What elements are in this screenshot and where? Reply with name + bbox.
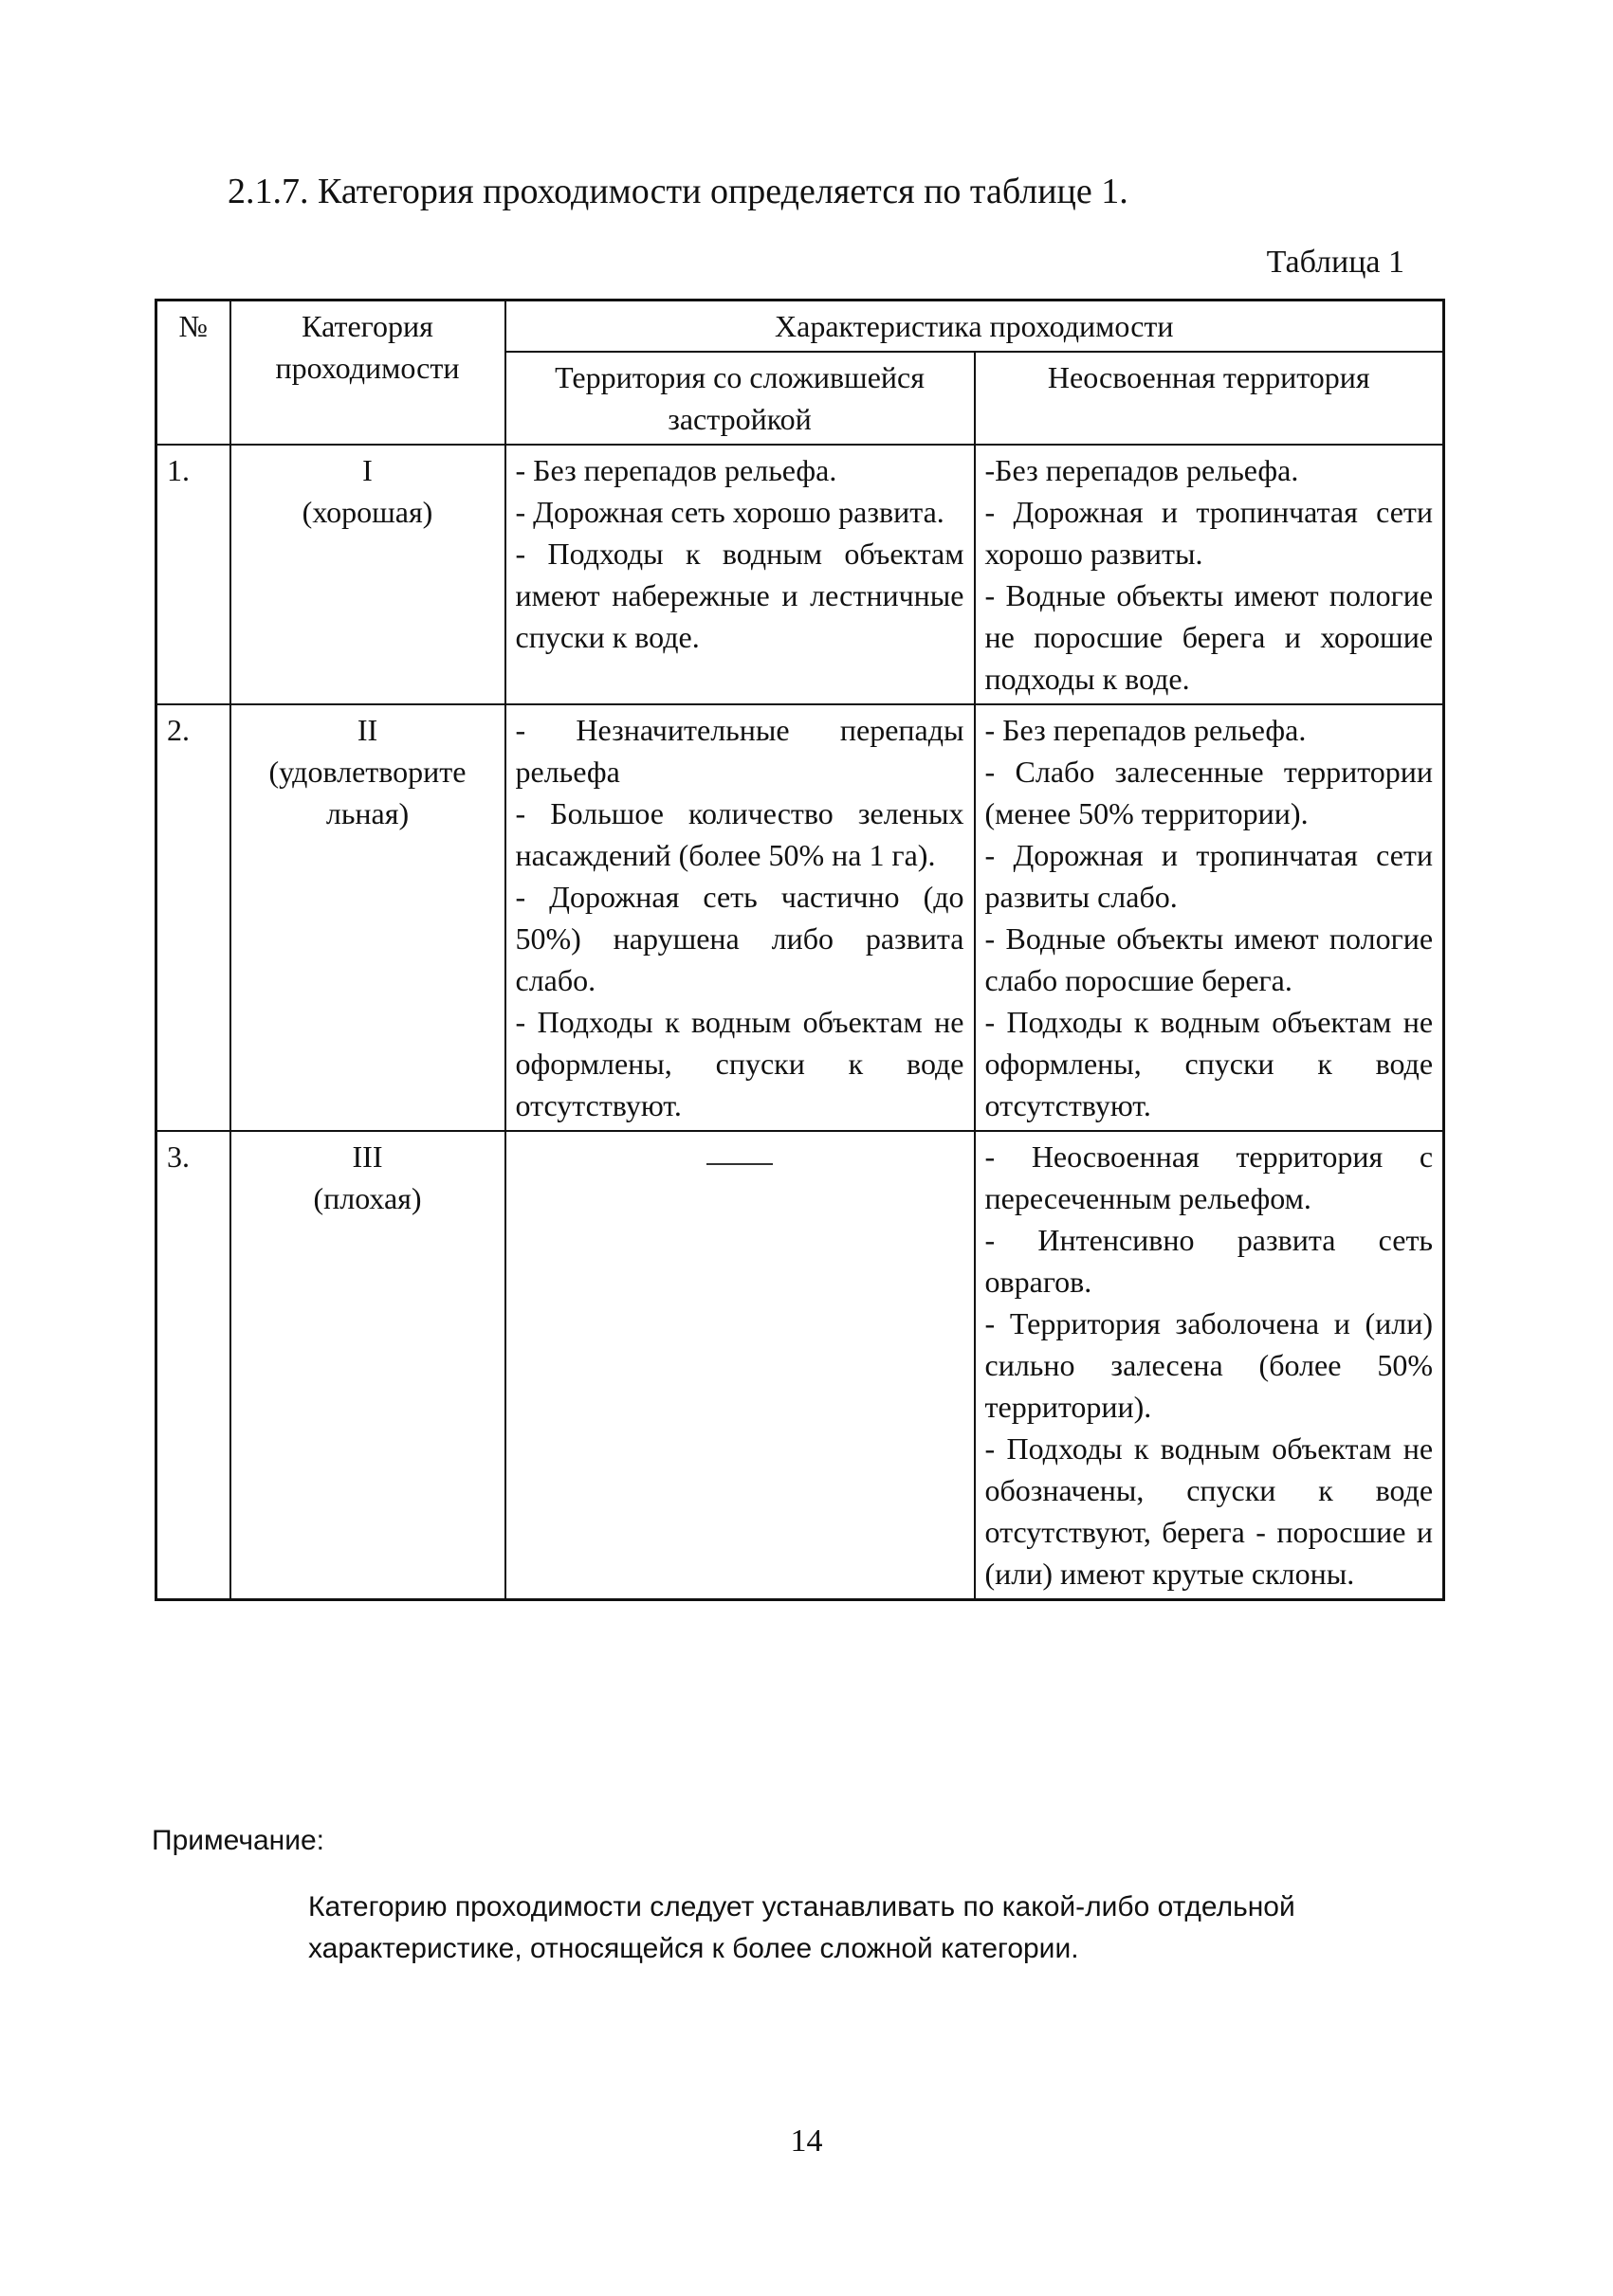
table-body [156,445,1444,1600]
category-name: (хорошая) [302,495,433,529]
row-built-up [505,445,975,704]
characteristic-item: - Дорожная сеть хорошо развита. [515,495,944,529]
header-built-up: Территория со сложившейся застройкой [505,352,975,445]
characteristic-item: - Водные объекты имеют пологие слабо поросшие берега. [984,921,1434,997]
section-heading: 2.1.7. Категория проходимости определяется по таблице 1. [228,172,1128,211]
characteristic-item: - Интенсивно развита сеть оврагов. [984,1223,1434,1299]
header-undeveloped: Неосвоенная территория [975,352,1444,445]
characteristic-item: -Без перепадов рельефа. [984,453,1299,487]
row-undeveloped [975,445,1444,704]
row-number: 1. [156,445,230,704]
characteristic-item: - Без перепадов рельефа. [984,713,1307,747]
table-header-row [156,301,1444,353]
category-roman: III [352,1139,383,1174]
characteristic-item: - Большое количество зеленых насаждений (более 50% на 1 га). [515,796,964,872]
table-row [156,1131,1444,1600]
category-roman: II [357,713,378,747]
category-name: (удовлетворите льная) [268,755,467,830]
characteristic-item: - Подходы к водным объектам имеют набережные и лестничные спуски к воде. [515,537,964,654]
row-built-up [505,1131,975,1600]
row-category [230,1131,505,1600]
characteristic-item: - Подходы к водным объектам не оформлены, спуски к воде отсутствуют. [984,1005,1434,1122]
row-category [230,445,505,704]
characteristic-item: - Территория заболочена и (или) сильно залесена (более 50% территории). [984,1306,1434,1424]
characteristic-item: - Незначительные перепады рельефа [515,713,964,789]
characteristic-item: - Слабо залесенные территории (менее 50% территории). [984,755,1434,830]
category-roman: I [362,453,373,487]
passability-table [155,299,1445,1601]
empty-dash [706,1163,773,1165]
row-category [230,704,505,1131]
row-number: 2. [156,704,230,1131]
page-number: 14 [790,2123,823,2159]
table-row [156,445,1444,704]
characteristic-item: - Без перепадов рельефа. [515,453,837,487]
characteristic-item: - Дорожная и тропинчатая сети хорошо развиты. [984,495,1434,571]
header-category: Категория проходимости [230,301,505,446]
characteristic-item: - Дорожная и тропинчатая сети развиты слабо. [984,838,1434,914]
row-undeveloped [975,1131,1444,1600]
row-built-up [505,704,975,1131]
characteristic-item: - Дорожная сеть частично (до 50%) нарушена либо развита слабо. [515,880,964,997]
note-label: Примечание: [152,1825,324,1856]
characteristic-item: - Подходы к водным объектам не оформлены, спуски к воде отсутствуют. [515,1005,964,1122]
row-number: 3. [156,1131,230,1600]
characteristic-item: - Неосвоенная территория с пересеченным рельефом. [984,1139,1434,1215]
characteristic-item: - Подходы к водным объектам не обозначены, спуски к воде отсутствуют, берега - поросшие и (или) имеют крутые склоны. [984,1431,1434,1591]
table-caption: Таблица 1 [1266,245,1404,280]
note-text: Категорию проходимости следует устанавливать по какой-либо отдельной характеристике, относящейся к более сложной категории. [308,1891,1295,1964]
row-undeveloped [975,704,1444,1131]
category-name: (плохая) [313,1181,422,1215]
header-characteristic: Характеристика проходимости [505,301,1444,353]
table-row [156,704,1444,1131]
characteristic-item: - Водные объекты имеют пологие не поросшие берега и хорошие подходы к воде. [984,578,1434,696]
header-number: № [156,301,230,446]
